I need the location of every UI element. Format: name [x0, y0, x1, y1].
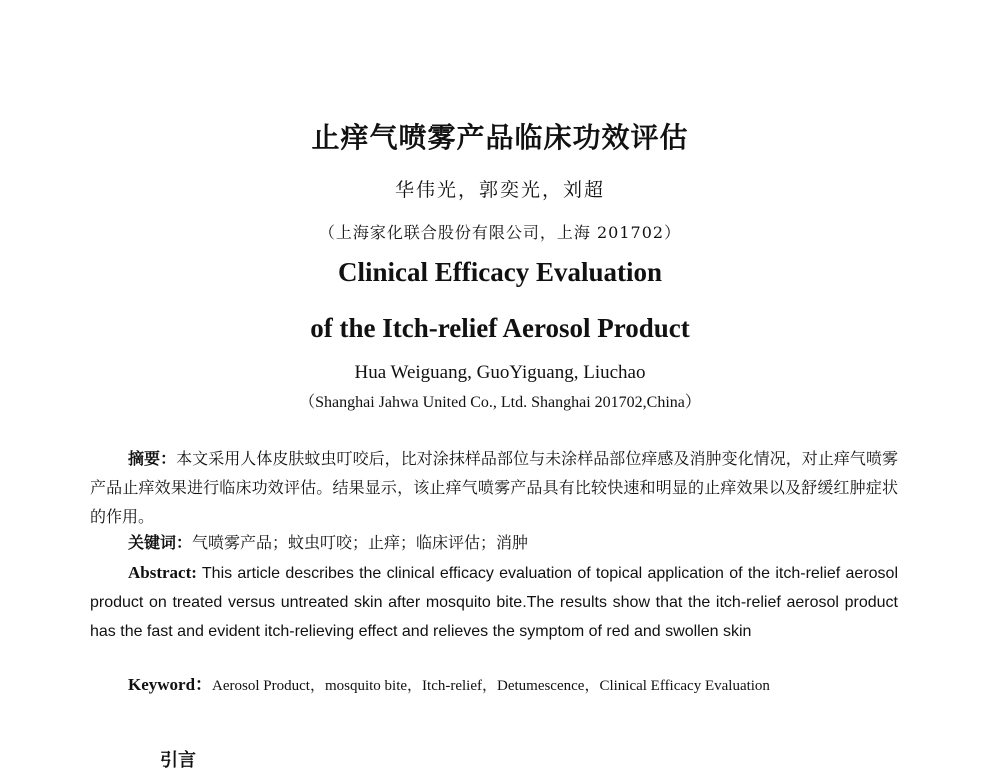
cn-abstract-label: 摘要： — [128, 449, 177, 468]
en-authors: Hua Weiguang, GuoYiguang, Liuchao — [354, 362, 646, 383]
en-abstract-text: This article describes the clinical efficacy evaluation of topical application of the itch-relief aerosol product on treated versus untreated skin after mosquito bite.The results show that the itch-relief aerosol product has the fast and evident itch-relieving effect and relieves the symptom of red and swollen skin — [90, 565, 898, 640]
en-keywords-text: Aerosol Product，mosquito bite，Itch-relief，Detumescence，Clinical Efficacy Evaluation — [212, 678, 770, 694]
cn-keywords-label: 关键词： — [128, 533, 193, 552]
en-affiliation: （Shanghai Jahwa United Co., Ltd. Shanghai 201702,China） — [299, 394, 701, 411]
cn-affiliation: （上海家化联合股份有限公司，上海 201702） — [318, 223, 682, 242]
cn-authors: 华伟光，郭奕光，刘超 — [394, 179, 605, 201]
cn-keywords-text: 气喷雾产品；蚊虫叮咬；止痒；临床评估；消肿 — [192, 533, 529, 552]
cn-abstract-text: 本文采用人体皮肤蚊虫叮咬后，比对涂抹样品部位与未涂样品部位痒感及消肿变化情况，对止痒气喷雾产品止痒效果进行临床功效评估。结果显示，该止痒气喷雾产品具有比较快速和明显的止痒效果以及舒缓红肿症状的作用。 — [90, 449, 898, 526]
intro-heading: 引言 — [160, 750, 196, 771]
cn-title: 止痒气喷雾产品临床功效评估 — [311, 121, 689, 154]
cn-abstract — [90, 444, 898, 531]
en-keywords-label: Keyword： — [128, 675, 213, 694]
en-abstract — [90, 558, 898, 646]
en-title-line1: Clinical Efficacy Evaluation — [338, 257, 662, 287]
cn-keywords — [128, 530, 898, 553]
en-abstract-label: Abstract: — [128, 563, 197, 582]
en-keywords — [128, 670, 898, 695]
en-title-line2: of the Itch-relief Aerosol Product — [310, 313, 690, 343]
